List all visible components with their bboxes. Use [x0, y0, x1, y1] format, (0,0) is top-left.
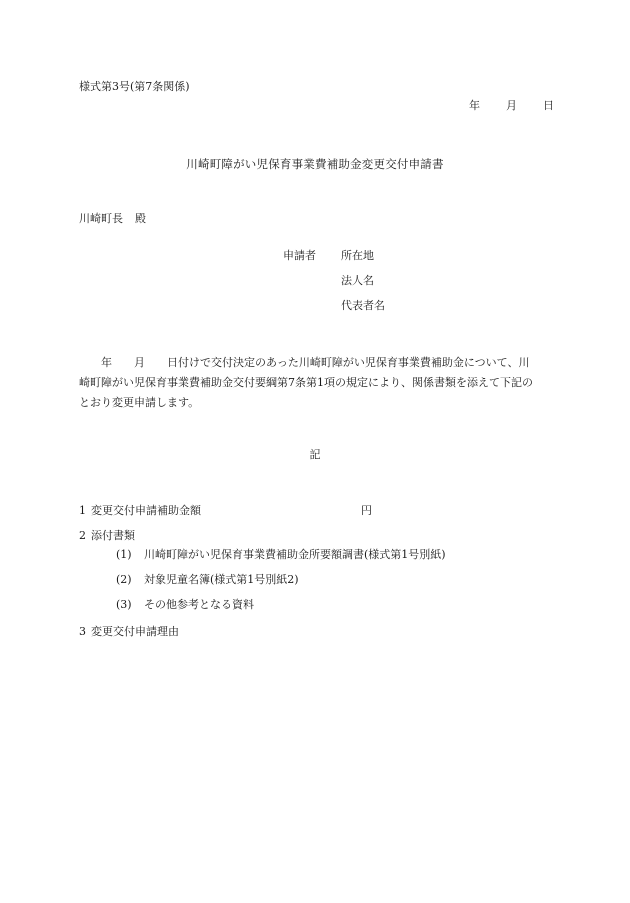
item-number: 3: [79, 625, 86, 638]
subitem-text: その他参考となる資料: [144, 598, 254, 611]
form-number: 様式第3号(第7条関係): [79, 80, 190, 93]
body-line: とおり変更申請します。: [79, 396, 200, 409]
item-number: 2: [79, 529, 86, 542]
body-line: 崎町障がい児保育事業費補助金交付要綱第7条第1項の規定により、関係書類を添えて下記の: [79, 376, 533, 389]
date-line: [469, 99, 554, 113]
applicant-field-representative: 代表者名: [341, 299, 385, 312]
date-month: 月: [506, 99, 517, 112]
date-year: 年: [469, 99, 480, 112]
body-paragraph: [79, 353, 552, 413]
body-line: 年 月 日付けで交付決定のあった川崎町障がい児保育事業費補助金について、川: [79, 356, 530, 369]
addressee-name: 川崎町長: [79, 212, 123, 225]
subitem-number: (3): [116, 598, 132, 611]
addressee-honorific: 殿: [135, 212, 146, 225]
subitem-number: (1): [116, 548, 132, 561]
date-day: 日: [543, 99, 554, 112]
document-title: 川崎町障がい児保育事業費補助金変更交付申請書: [186, 157, 444, 171]
item-label: 変更交付申請補助金額: [91, 504, 201, 517]
subitem-text: 対象児童名簿(様式第1号別紙2): [144, 573, 299, 586]
item-label: 添付書類: [91, 529, 135, 542]
ki-heading: 記: [309, 448, 321, 461]
subitem: [116, 573, 299, 587]
subitem-text: 川崎町障がい児保育事業費補助金所要額調書(様式第1号別紙): [144, 548, 446, 561]
subitem: [116, 548, 446, 562]
applicant-label: 申請者: [283, 249, 316, 262]
item-label: 変更交付申請理由: [91, 625, 179, 638]
item-3: [79, 625, 179, 639]
yen-unit: 円: [361, 504, 372, 517]
item-2: [79, 529, 135, 543]
applicant-field-corporation: 法人名: [341, 274, 374, 287]
subitem-number: (2): [116, 573, 132, 586]
item-1: [79, 504, 201, 518]
subitem: [116, 598, 254, 612]
item-number: 1: [79, 504, 86, 517]
applicant-field-address: 所在地: [341, 249, 374, 262]
addressee: [79, 212, 146, 226]
